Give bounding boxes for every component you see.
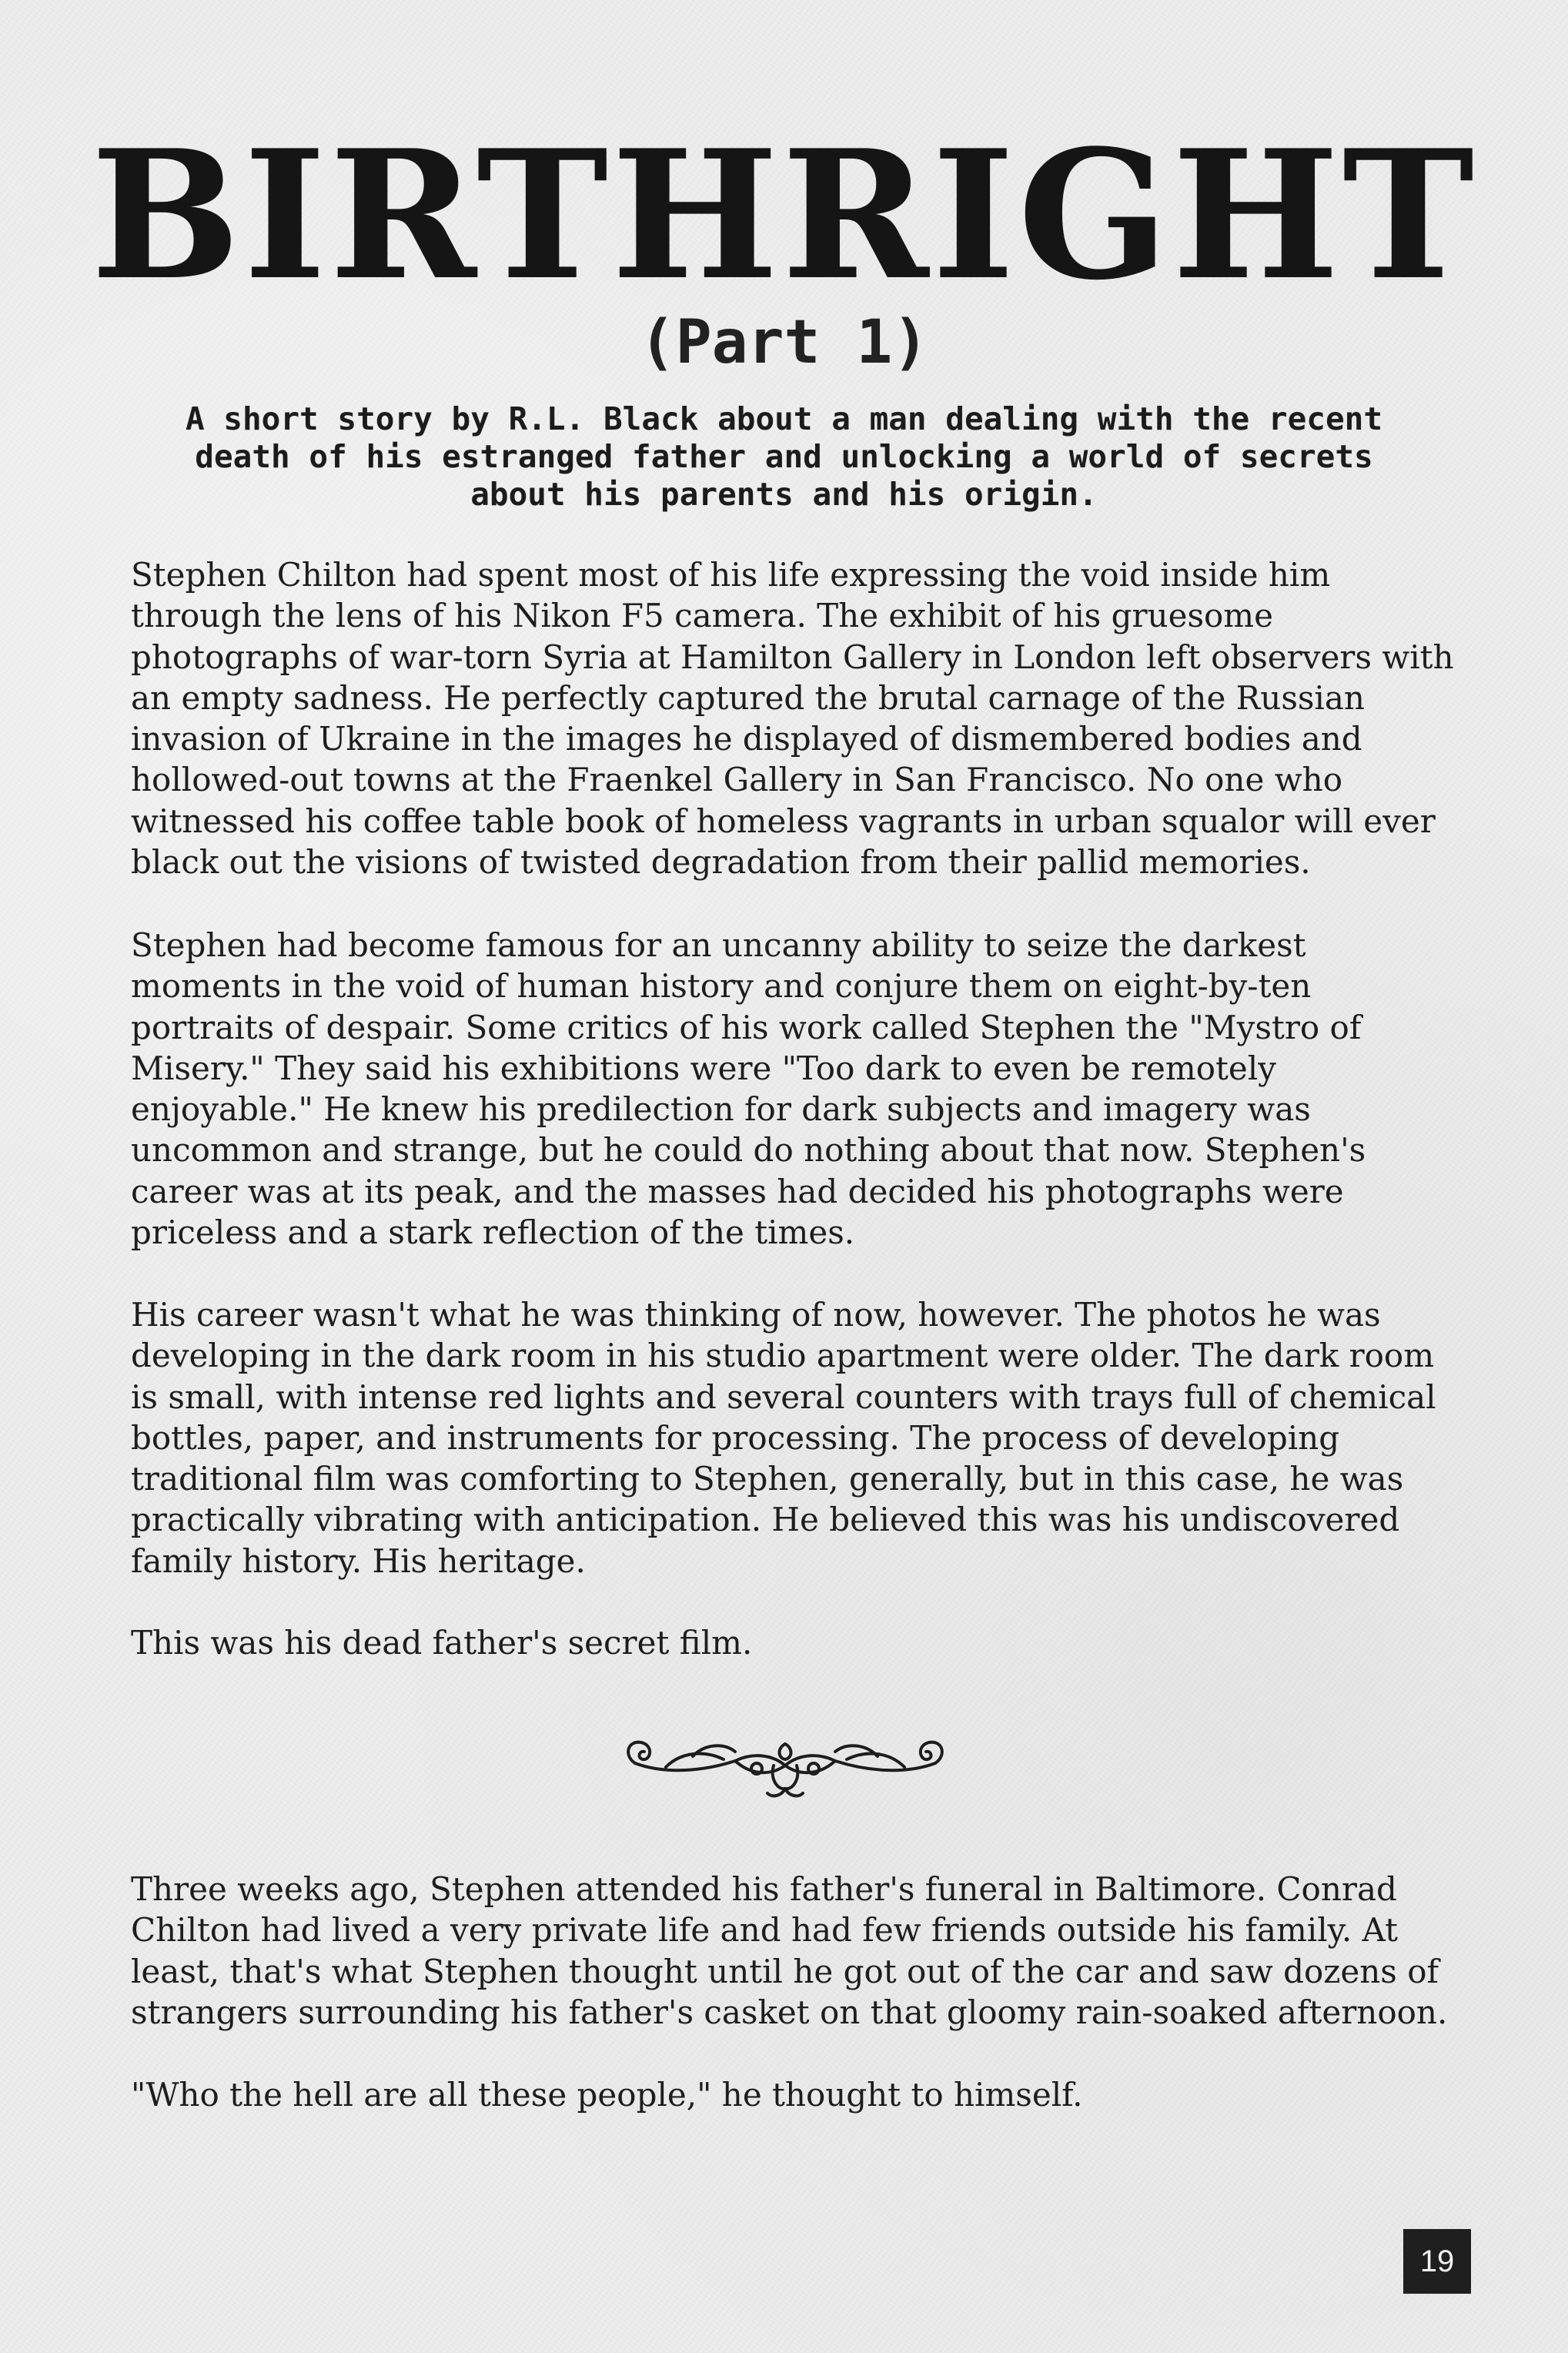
paragraph-6: "Who the hell are all these people," he thought to himself.: [131, 2076, 1083, 2114]
paragraph-5: Three weeks ago, Stephen attended his father's funeral in Baltimore. Conrad Chilton had lived a very private life and had few friends outside his family. At least, that's what Stephen thought until he got out of the car and saw dozens of strangers surrounding his father's casket on that gloomy rain-soaked afternoon.: [131, 1870, 1448, 2031]
page-number-badge: 19: [1403, 2229, 1471, 2294]
paragraph-1: Stephen Chilton had spent most of his life expressing the void inside him through the lens of his Nikon F5 camera. The exhibit of his gruesome photographs of war-torn Syria at Hamilton Gallery in London left observers with an empty sadness. He perfectly captured the brutal carnage of the Russian invasion of Ukraine in the images he displayed of dismembered bodies and hollowed-out towns at the Fraenkel Gallery in San Francisco. No one who witnessed his coffee table book of homeless vagrants in urban squalor will ever black out the visions of twisted degradation from their pallid memories.: [131, 556, 1454, 882]
story-blurb: A short story by R.L. Black about a man dealing with the recent death of his estranged father and unlocking a world of secrets about his parents and his origin.: [185, 400, 1383, 513]
story-title: BIRTHRIGHT: [90, 112, 1478, 320]
flourish-divider-icon: [620, 1729, 951, 1802]
paragraph-2: Stephen had become famous for an uncanny ability to seize the darkest moments in the void of human history and conjure them on eight-by-ten portraits of despair. Some critics of his work called Stephen the "Mystro of Misery." They said his exhibitions were "Too dark to even be remotely enjoyable." He knew his predilection for dark subjects and imagery was uncommon and strange, but he could do nothing about that now. Stephen's career was at its peak, and the masses had decided his photographs were priceless and a stark reflection of the times.: [131, 926, 1366, 1252]
paragraph-4: This was his dead father's secret film.: [131, 1624, 753, 1662]
paragraph-3: His career wasn't what he was thinking of now, however. The photos he was developing in the dark room in his studio apartment were older. The dark room is small, with intense red lights and several counters with trays full of chemical bottles, paper, and instruments for processing. The process of developing traditional film was comforting to Stephen, generally, but in this case, he was practically vibrating with anticipation. He believed this was his undiscovered family history. His heritage.: [131, 1296, 1436, 1580]
story-part-label: (Part 1): [639, 308, 929, 377]
